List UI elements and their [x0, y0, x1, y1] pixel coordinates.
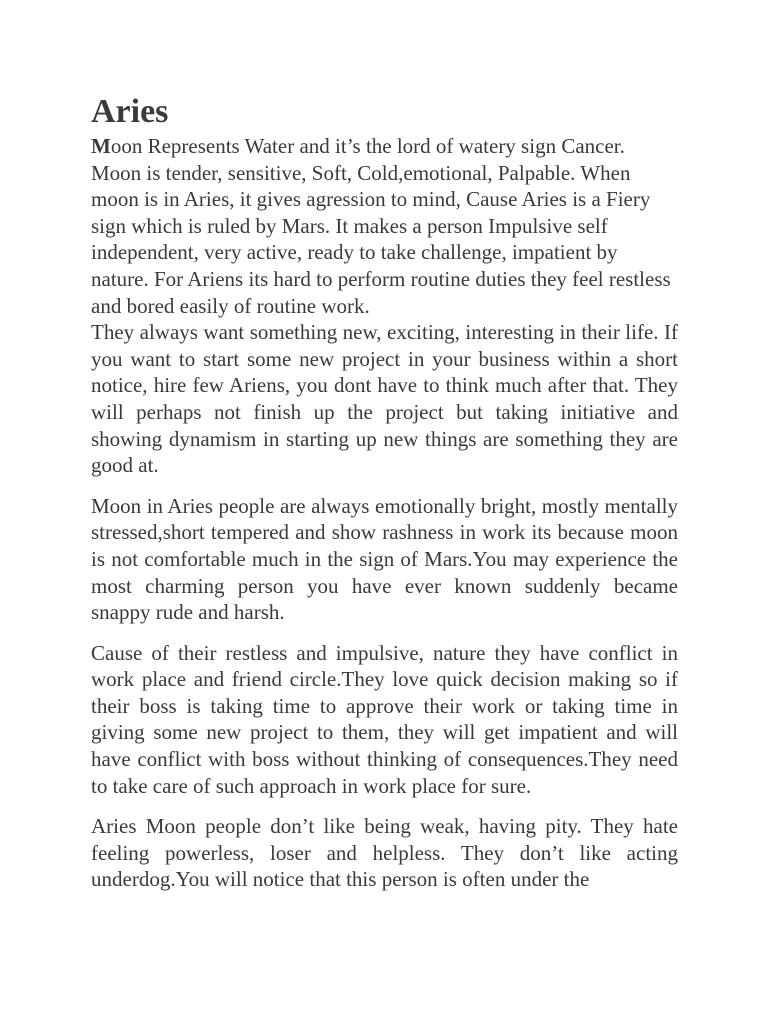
paragraph-4: Cause of their restless and impulsive, nature they have conflict in work place and friend circle.They love quick decision making so if their boss is taking time to approve their work or taking time in giving some new project to them, they will get impatient and will have conflict with boss without thinking of consequences.They need to take care of such approach in work place for sure.	[91, 640, 678, 798]
drop-cap-letter: M	[91, 134, 111, 158]
paragraph-1	[91, 133, 678, 319]
paragraph-5: Aries Moon people don’t like being weak, having pity. They hate feeling powerless, loser and helpless. They don’t like acting underdog.You will notice that this person is often under the	[91, 814, 678, 892]
document-title: Aries	[91, 93, 169, 130]
document-page	[91, 92, 678, 893]
paragraph-3: Moon in Aries people are always emotionally bright, mostly mentally stressed,short tempered and show rashness in work its because moon is not comfortable much in the sign of Mars.You may experience the most charming person you have ever known suddenly became snappy rude and harsh.	[91, 493, 678, 625]
paragraph-2: They always want something new, exciting, interesting in their life. If you want to start some new project in your business within a short notice, hire few Ariens, you dont have to think much after that. They will perhaps not finish up the project but taking initiative and showing dynamism in starting up new things are something they are good at.	[91, 320, 678, 478]
paragraph-1-text: oon Represents Water and it’s the lord of watery sign Cancer. Moon is tender, sensitive, Soft, Cold,emotional, Palpable. When moon is in Aries, it gives agression to mind, Cause Aries is a Fiery sign which is ruled by Mars. It makes a person Impulsive self independent, very active, ready to take challenge, impatient by nature. For Ariens its hard to perform routine duties they feel restless and bored easily of routine work.	[91, 134, 671, 318]
